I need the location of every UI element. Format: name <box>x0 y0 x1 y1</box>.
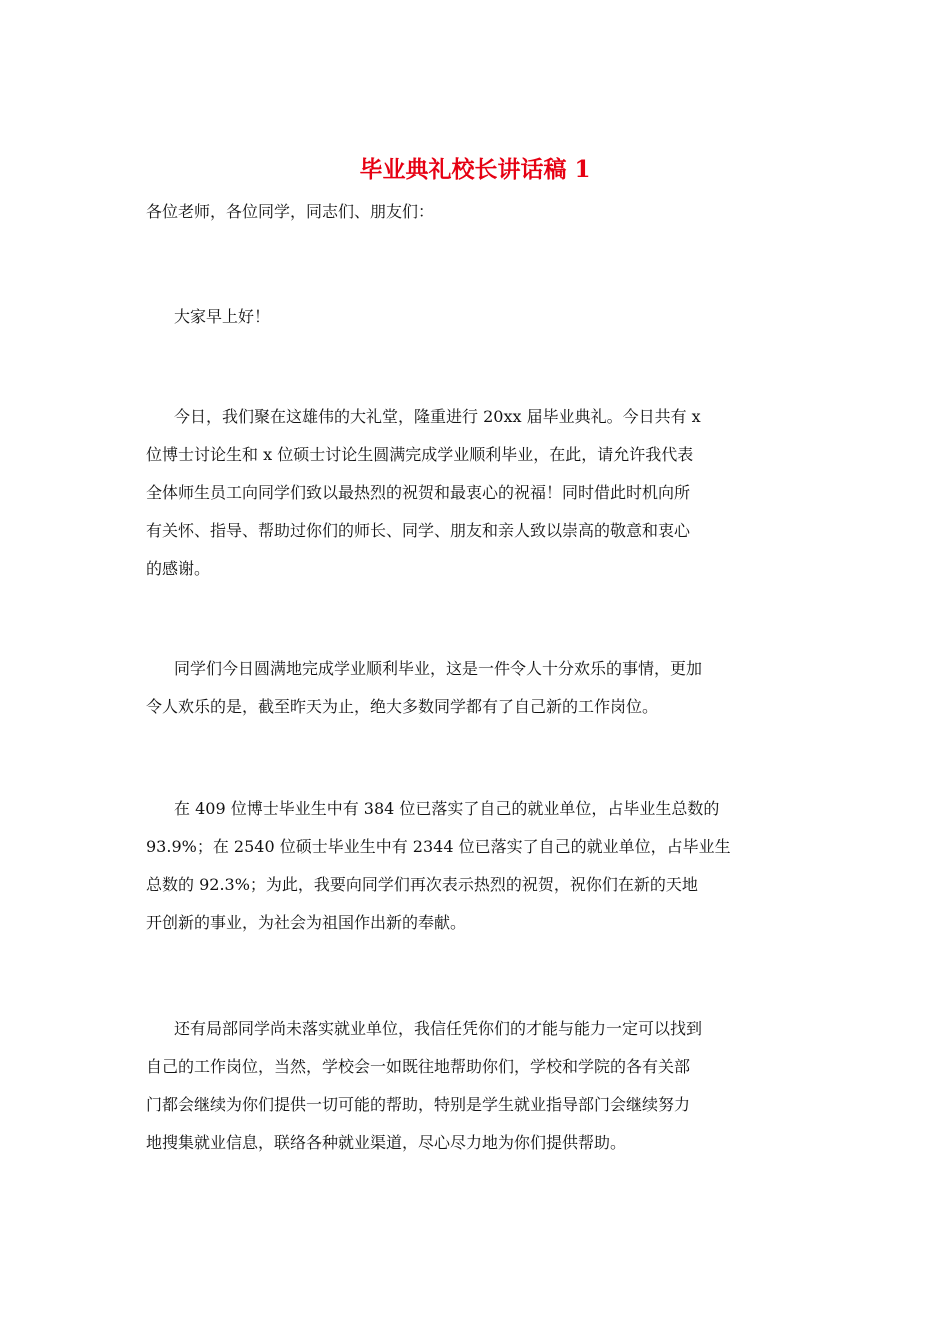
paragraph-line: 全体师生员工向同学们致以最热烈的祝贺和最衷心的祝福！同时借此时机向所 <box>146 483 691 502</box>
paragraph-ceremony <box>146 398 812 588</box>
paragraph-line: 地搜集就业信息，联络各种就业渠道，尽心尽力地为你们提供帮助。 <box>146 1133 627 1152</box>
paragraph-line: 还有局部同学尚未落实就业单位，我信任凭你们的才能与能力一定可以找到 <box>174 1019 703 1038</box>
paragraph-employment-stats <box>146 790 812 942</box>
paragraph-line: 同学们今日圆满地完成学业顺利毕业，这是一件令人十分欢乐的事情，更加 <box>174 659 703 678</box>
paragraph-line: 在 409 位博士毕业生中有 384 位已落实了自己的就业单位，占毕业生总数的 <box>174 799 720 818</box>
paragraph-line: 有关怀、指导、帮助过你们的师长、同学、朋友和亲人致以崇高的敬意和衷心 <box>146 521 691 540</box>
salutation: 各位老师，各位同学，同志们、朋友们： <box>146 202 435 221</box>
paragraph-line: 的感谢。 <box>146 559 211 578</box>
document-title: 毕业典礼校长讲话稿 1 <box>359 156 591 183</box>
paragraph-line: 今日，我们聚在这雄伟的大礼堂，隆重进行 20xx 届毕业典礼。今日共有 x <box>174 407 701 426</box>
paragraph-line: 开创新的事业，为社会为祖国作出新的奉献。 <box>146 913 467 932</box>
paragraph-line: 门都会继续为你们提供一切可能的帮助，特别是学生就业指导部门会继续努力 <box>146 1095 691 1114</box>
paragraph-line: 位博士讨论生和 x 位硕士讨论生圆满完成学业顺利毕业，在此，请允许我代表 <box>146 445 694 464</box>
paragraph-line: 自己的工作岗位，当然，学校会一如既往地帮助你们，学校和学院的各有关部 <box>146 1057 691 1076</box>
paragraph-line: 总数的 92.3%；为此，我要向同学们再次表示热烈的祝贺，祝你们在新的天地 <box>146 875 698 894</box>
paragraph-line: 93.9%；在 2540 位硕士毕业生中有 2344 位已落实了自己的就业单位，占毕业生 <box>146 837 731 856</box>
paragraph-line: 令人欢乐的是，截至昨天为止，绝大多数同学都有了自己新的工作岗位。 <box>146 697 659 716</box>
paragraph-support <box>146 1010 812 1162</box>
greeting: 大家早上好！ <box>174 307 271 326</box>
paragraph-graduation <box>146 650 812 726</box>
